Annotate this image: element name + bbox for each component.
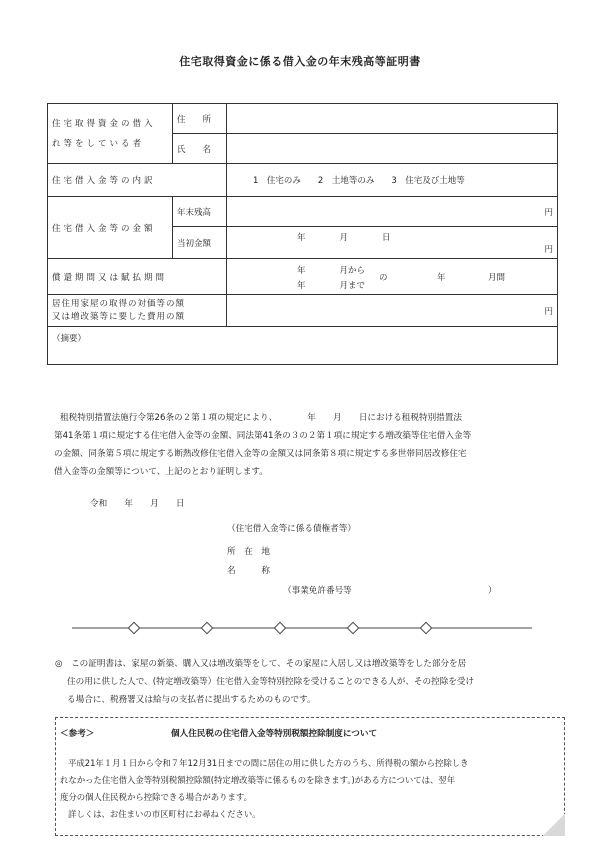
- reference-tag: ＜参考＞: [60, 729, 95, 739]
- certification-line2: 第41条第１項に規定する住宅借入金等の金額、同法第41条の３の２第１項に規定する増改築等住宅借入金等: [54, 431, 472, 441]
- cost-label-line2: 又は増改築等に要した費用の額: [52, 311, 186, 322]
- license-number-open: （事業免許番号等: [283, 586, 352, 596]
- repayment-period-label: 償還期間又は賦払期間: [48, 259, 227, 295]
- notice-line1: ◎ この証明書は、家屋の新築、購入又は増改築等をして、その家屋に入居し又は増改築等をした部分を居: [55, 659, 467, 669]
- yen-unit: 円: [544, 207, 553, 218]
- year-end-balance-field[interactable]: [227, 197, 558, 227]
- certification-date: 令和 年 月 日: [90, 499, 185, 509]
- issuer-heading: （住宅借入金等に係る債権者等）: [227, 524, 356, 534]
- notice-text: [55, 655, 565, 709]
- borrower-label-line1: 住宅取得資金の借入: [52, 118, 156, 129]
- yen-unit: 円: [544, 306, 553, 317]
- name-field[interactable]: [227, 134, 558, 164]
- address-field[interactable]: [227, 104, 558, 134]
- initial-amount-field[interactable]: [227, 227, 558, 259]
- yen-unit: 円: [544, 245, 553, 255]
- notice-line2: 住の用に供した人で、(特定増改築等）住宅借入金等特別控除を受けることのできる人が、その控除を受け: [67, 677, 475, 687]
- period-total: 年 月間: [437, 273, 506, 283]
- notice-line3: る場合に、税務署又は給与の支払者に提出するためのものです。: [67, 695, 316, 705]
- initial-date: 年 月 日: [297, 233, 391, 243]
- cost-label-cell: [48, 295, 227, 327]
- year-end-balance-label: 年末残高: [173, 197, 227, 227]
- issuer-location-label: 所 在 地: [227, 547, 270, 557]
- reference-line2: れなかった住宅借入金等特別税額控除額(特定増改築等に係るものを除きます。)がある方については、翌年: [60, 775, 456, 785]
- decorative-divider: [72, 620, 532, 636]
- loan-breakdown-options[interactable]: 1 住宅のみ 2 土地等のみ 3 住宅及び土地等: [227, 164, 558, 197]
- reference-heading: 個人住民税の住宅借入金等特別税額控除制度について: [171, 729, 378, 739]
- period-from: 年 月から: [297, 266, 366, 276]
- period-no: の: [379, 273, 388, 283]
- certification-line3: の金額、同条第５項に規定する断熱改修住宅借入金等の金額又は同条第８項に規定する多世帯同居改修住宅: [54, 449, 467, 459]
- cost-label-line1: 居住用家屋の取得の対価等の額: [52, 298, 186, 309]
- loan-amount-label: 住宅借入金等の金額: [48, 197, 173, 259]
- name-label: 氏 名: [173, 134, 227, 164]
- reference-line4: 詳しくは、お住まいの市区町村にお尋ねください。: [68, 809, 261, 819]
- issuer-name-label: 名 称: [227, 566, 270, 576]
- initial-amount-label: 当初金額: [173, 227, 227, 259]
- certificate-form-table: [47, 103, 558, 365]
- address-label: 住 所: [173, 104, 227, 134]
- cost-field[interactable]: [227, 295, 558, 327]
- reference-line1: 平成21年１月１日から令和７年12月31日までの間に居住の用に供した方のうち、所得税の額から控除しき: [68, 758, 469, 768]
- reference-line3: 度分の個人住民税から控除できる場合があります。: [60, 792, 252, 802]
- certification-line1: 租税特別措置法施行令第26条の２第１項の規定により、 年 月 日における租税特別措置法: [60, 413, 462, 423]
- certification-text: [54, 409, 550, 481]
- remarks-cell[interactable]: [48, 327, 558, 365]
- remarks-label: （摘要）: [52, 334, 87, 344]
- reference-box: [55, 717, 565, 836]
- document-title: 住宅取得資金に係る借入金の年末残高等証明書: [179, 55, 421, 68]
- loan-breakdown-label: 住宅借入金等の内訳: [48, 164, 227, 197]
- borrower-label-line2: れ等をしている者: [52, 138, 145, 149]
- period-to: 年 月まで: [297, 281, 366, 291]
- license-number-close: ）: [488, 586, 497, 596]
- borrower-label-cell: [48, 104, 173, 164]
- page-curl-corner: [543, 814, 565, 836]
- certification-line4: 借入金等の金額等について、上記のとおり証明します。: [54, 467, 268, 477]
- reference-body: [60, 755, 555, 823]
- repayment-period-field[interactable]: [227, 259, 558, 295]
